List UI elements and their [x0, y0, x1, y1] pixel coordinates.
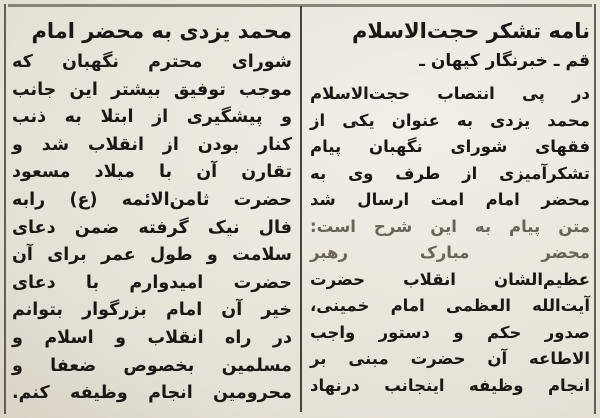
text-line: خیر آن امام بزرگوار بتوانم: [12, 300, 292, 321]
headline-part-2: محمد یزدی به محضر امام: [31, 19, 292, 43]
text-line: الاطاعه آن حضرت مبنی بر: [310, 349, 590, 368]
text-line: سلامت و طول عمر برای آن: [12, 245, 292, 266]
text-line: حضرت ثامن‌الائمه (ع) رابه: [12, 189, 292, 210]
text-line: در راه انقلاب و اسلام و: [12, 327, 292, 348]
text-line: حضرت امیدوارم با دعای: [12, 272, 292, 293]
text-line: محضر مبارک رهبر: [310, 243, 590, 262]
text-line: محضر امام امت ارسال شد: [310, 190, 590, 209]
text-line: محرومین انجام وظیفه کنم.: [12, 383, 292, 404]
text-line: انجام وظیفه اینجانب درنهاد: [310, 375, 590, 395]
text-line: صدور حکم و دستور واجب: [310, 322, 590, 342]
right-column-body: [310, 81, 590, 399]
text-line: فقهای شورای نگهبان پیام: [310, 137, 590, 156]
text-line: مسلمین بخصوص ضعفا و: [12, 355, 292, 376]
left-column: [12, 10, 292, 408]
text-line: آیت‌الله العظمی امام خمینی،: [310, 296, 590, 315]
text-line: متن پیام به این شرح است:: [310, 216, 590, 236]
text-line: موجب توفیق بیشتر این جانب: [12, 79, 292, 100]
column-divider: [300, 6, 302, 412]
text-line: تقارن آن با میلاد مسعود: [12, 162, 292, 183]
right-column: [310, 10, 590, 408]
text-line: و پیشگیری از ابتلا به ذنب: [12, 107, 292, 128]
text-line: تشکرآمیزی از طرف وی به: [310, 163, 590, 183]
text-line: کنار بودن از انقلاب شد و: [12, 134, 292, 155]
text-line: شورای محترم نگهبان که: [12, 52, 292, 72]
text-line: عظیم‌الشان انقلاب حضرت: [310, 269, 590, 289]
byline: قم ـ خبرنگار کیهان ـ: [419, 51, 590, 71]
text-line: فال نیک گرفته ضمن دعای: [12, 217, 292, 238]
text-line: محمد یزدی به عنوان یکی از: [310, 110, 590, 130]
headline-part-1: نامه تشکر حجت‌الاسلام: [352, 19, 590, 43]
left-column-body: [12, 49, 292, 408]
text-line: در پی انتصاب حجت‌الاسلام: [310, 84, 590, 103]
